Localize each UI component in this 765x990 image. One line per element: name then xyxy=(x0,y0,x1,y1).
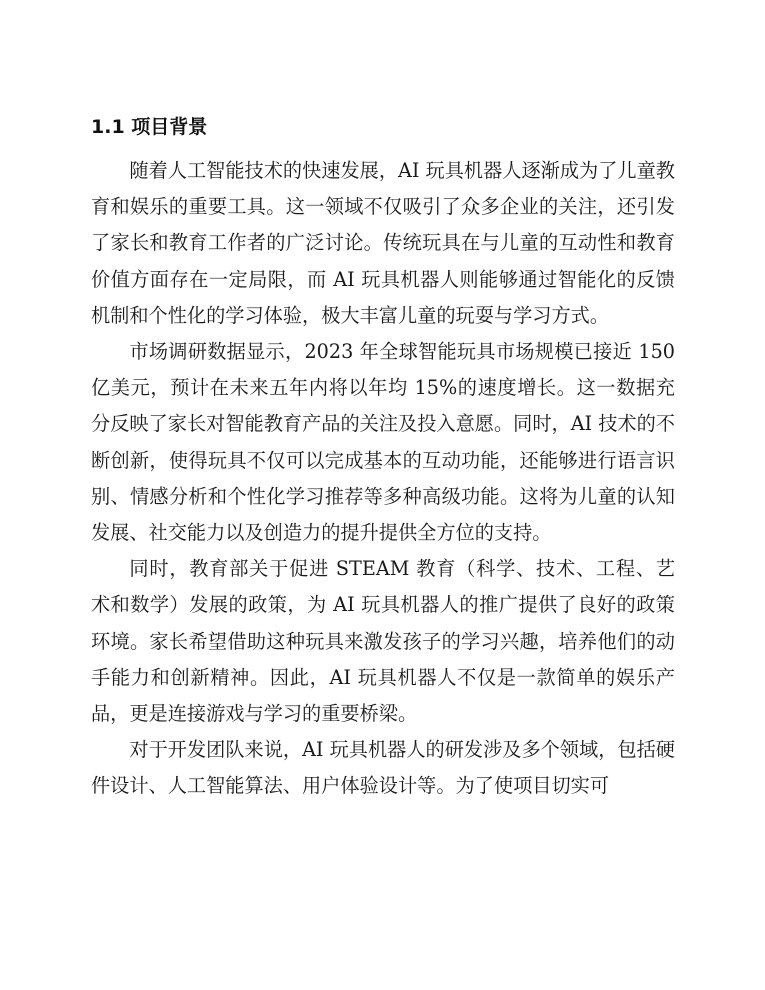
section-body xyxy=(91,153,675,805)
paragraph-development: 对于开发团队来说，AI 玩具机器人的研发涉及多个领域，包括硬件设计、人工智能算法、用户体验设计等。为了使项目切实可 xyxy=(91,738,675,798)
paragraph-market-data: 市场调研数据显示，2023 年全球智能玩具市场规模已接近 150 亿美元，预计在未来五年内将以年均 15%的速度增长。这一数据充分反映了家长对智能教育产品的关注及投入意愿。同时，AI 技术的不断创新，使得玩具不仅可以完成基本的互动功能，还能够进行语言识别、情感分析和个性化学习推荐等多种高级功能。这将为儿童的认知发展、社交能力以及创造力的提升提供全方位的支持。 xyxy=(91,340,675,545)
section-heading: 1.1 项目背景 xyxy=(91,116,208,138)
paragraph-intro: 随着人工智能技术的快速发展，AI 玩具机器人逐渐成为了儿童教育和娱乐的重要工具。这一领域不仅吸引了众多企业的关注，还引发了家长和教育工作者的广泛讨论。传统玩具在与儿童的互动性和教育价值方面存在一定局限，而 AI 玩具机器人则能够通过智能化的反馈机制和个性化的学习体验，极大丰富儿童的玩耍与学习方式。 xyxy=(91,159,675,327)
paragraph-policy: 同时，教育部关于促进 STEAM 教育（科学、技术、工程、艺术和数学）发展的政策，为 AI 玩具机器人的推广提供了良好的政策环境。家长希望借助这种玩具来激发孩子的学习兴趣，培养他们的动手能力和创新精神。因此，AI 玩具机器人不仅是一款简单的娱乐产品，更是连接游戏与学习的重要桥梁。 xyxy=(91,557,675,726)
